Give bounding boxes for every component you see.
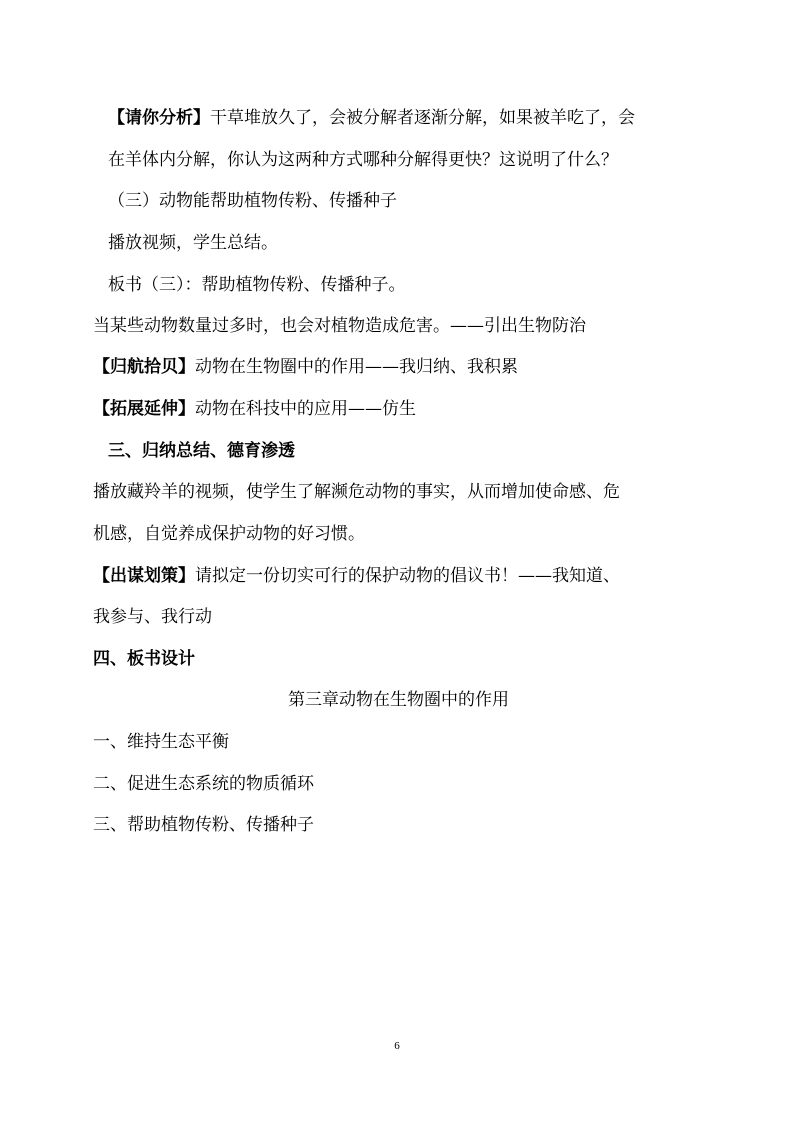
board-title: 第三章动物在生物圈中的作用 <box>288 690 509 710</box>
board-item-2: 二、促进生态系统的物质循环 <box>93 774 314 794</box>
extension-text: 动物在科技中的应用——仿生 <box>195 399 416 419</box>
analysis-paragraph-line-2: 在羊体内分解，你认为这两种方式哪种分解得更快？这说明了什么？ <box>108 150 618 170</box>
summary-paragraph <box>93 356 518 378</box>
summary-text: 动物在生物圈中的作用——我归纳、我积累 <box>195 357 518 377</box>
section-label-proposal: 【出谋划策】 <box>93 566 195 586</box>
extension-paragraph <box>93 398 416 420</box>
biological-control-text: 当某些动物数量过多时，也会对植物造成危害。——引出生物防治 <box>93 316 586 336</box>
section-heading-three: 三、归纳总结、德育渗透 <box>108 441 295 461</box>
page-number: 6 <box>394 1040 400 1052</box>
board-item-1: 一、维持生态平衡 <box>93 732 229 752</box>
analysis-paragraph-line-1 <box>108 107 635 129</box>
board-item-3: 三、帮助植物传粉、传播种子 <box>93 815 314 835</box>
board-note-three: 板书（三）：帮助植物传粉、传播种子。 <box>108 275 406 295</box>
proposal-paragraph-line-2: 我参与、我行动 <box>93 607 212 627</box>
section-label-extension: 【拓展延伸】 <box>93 399 195 419</box>
subheading-three: （三）动物能帮助植物传粉、传播种子 <box>108 191 397 211</box>
proposal-text: 请拟定一份切实可行的保护动物的倡议书！——我知道、 <box>195 566 620 586</box>
video-summary-text: 播放视频，学生总结。 <box>108 233 278 253</box>
education-paragraph-line-1: 播放藏羚羊的视频，使学生了解濒危动物的事实，从而增加使命感、危 <box>93 482 620 502</box>
education-paragraph-line-2: 机感，自觉养成保护动物的好习惯。 <box>93 524 365 544</box>
proposal-paragraph-line-1 <box>93 565 620 587</box>
section-label-summary: 【归航拾贝】 <box>93 357 195 377</box>
section-label-analysis: 【请你分析】 <box>108 108 210 128</box>
analysis-text: 干草堆放久了，会被分解者逐渐分解，如果被羊吃了，会 <box>210 108 635 128</box>
section-heading-four: 四、板书设计 <box>93 649 195 669</box>
